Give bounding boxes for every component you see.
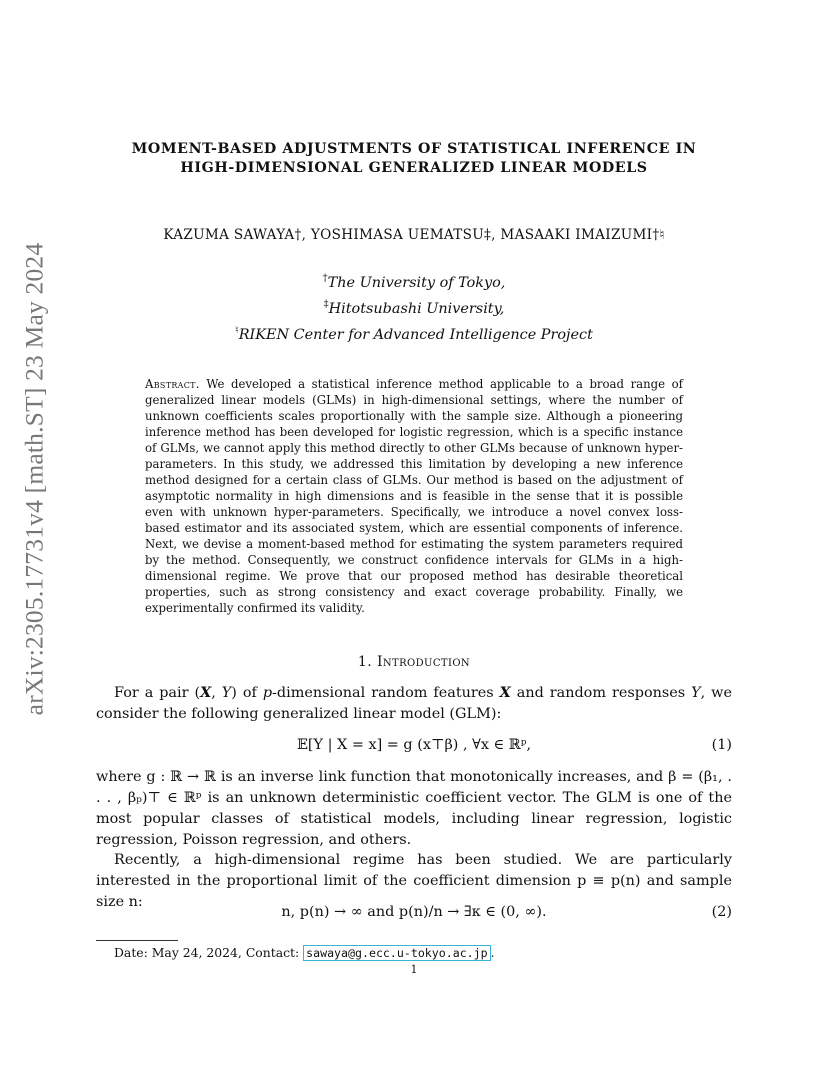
paragraph-3: Recently, a high-dimensional regime has been studied. We are particularly interested in the proportional limit of the coefficient dimension p ≡ p(n) and sample size n: bbox=[96, 852, 732, 910]
section-number: 1. bbox=[357, 654, 373, 670]
paragraph-1: For a pair (X, Y) of p-dimensional random features X and random responses Y, we consider the following generalized linear model (GLM): bbox=[96, 684, 733, 722]
contact-email-link[interactable]: sawaya@g.ecc.u-tokyo.ac.jp bbox=[303, 945, 490, 961]
equation-2-number: (2) bbox=[711, 904, 732, 920]
footnote: Date: May 24, 2024, Contact: sawaya@g.ecc.u-tokyo.ac.jp . bbox=[114, 945, 495, 960]
section-title: Introduction bbox=[376, 654, 471, 670]
page-number: 1 bbox=[410, 963, 418, 976]
abstract-label: Abstract. bbox=[145, 377, 200, 391]
affiliation-1: †The University of Tokyo, bbox=[322, 273, 506, 291]
title-line-1: MOMENT-BASED ADJUSTMENTS OF STATISTICAL INFERENCE IN bbox=[131, 141, 697, 157]
paper-title bbox=[96, 140, 732, 178]
section-heading bbox=[96, 654, 732, 670]
equation-2-body: n, p(n) → ∞ and p(n)/n → ∃κ ∈ (0, ∞). bbox=[281, 904, 547, 920]
footnote-date: Date: May 24, 2024, Contact: bbox=[114, 945, 304, 960]
equation-1-body: 𝔼[Y | X = x] = g (x⊤β) , ∀x ∈ ℝᵖ, bbox=[296, 737, 532, 753]
arxiv-identifier: arXiv:2305.17731v4 [math.ST] 23 May 2024 bbox=[19, 242, 48, 716]
title-line-2: HIGH-DIMENSIONAL GENERALIZED LINEAR MODELS bbox=[180, 160, 648, 176]
equation-1-number: (1) bbox=[711, 737, 732, 753]
footnote-rule bbox=[96, 940, 178, 941]
affiliations bbox=[96, 268, 732, 345]
author-list: KAZUMA SAWAYA†, YOSHIMASA UEMATSU‡, MASAAKI IMAIZUMI†♮ bbox=[163, 227, 665, 243]
affiliation-2: ‡Hitotsubashi University, bbox=[323, 298, 505, 317]
abstract-text: We developed a statistical inference method applicable to a broad range of generalized linear models (GLMs) in high-dimensional settings, where the number of unknown coefficients scales proportionally with the sample size. Although a pioneering inference method has been developed for logistic regression, which is a specific instance of GLMs, we cannot apply this method directly to other GLMs because of unknown hyper-parameters. In this study, we addressed this limitation by developing a new inference method designed for a certain class of GLMs. Our method is based on the adjustment of asymptotic normality in high dimensions and is feasible in the sense that it is possible even with unknown hyper-parameters. Specifically, we introduce a novel convex loss-based estimator and its associated system, which are essential components of inference. Next, we devise a moment-based method for estimating the system parameters required by the method. Consequently, we construct confidence intervals for GLMs in a high-dimensional regime. We prove that our proposed method has desirable theoretical properties, such as strong consistency and exact coverage probability. Finally, we experimentally confirmed its validity. bbox=[145, 377, 684, 615]
abstract bbox=[145, 376, 683, 616]
affiliation-3: ♮RIKEN Center for Advanced Intelligence Project bbox=[235, 324, 593, 343]
arxiv-sidebar-stamp bbox=[14, 242, 54, 716]
paragraph-2: where g : ℝ → ℝ is an inverse link function that monotonically increases, and β = (β₁, . . . , βₚ)⊤ ∈ ℝᵖ is an unknown deterministic coefficient vector. The GLM is one of the most popular classes of statistical models, including linear regression, logistic regression, Poisson regression, and others. bbox=[96, 769, 732, 848]
